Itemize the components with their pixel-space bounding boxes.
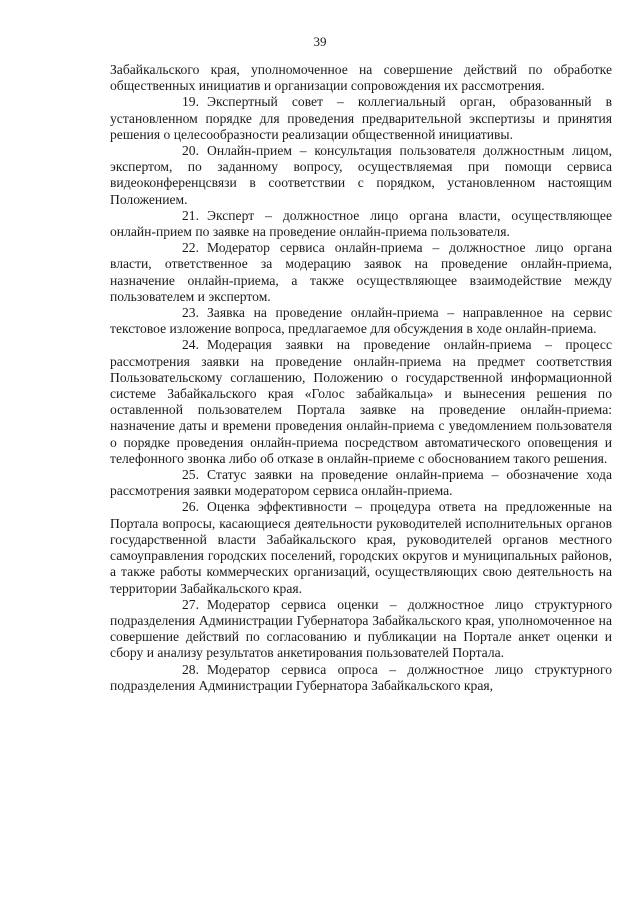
paragraph-number: 25. xyxy=(182,467,199,483)
page-number: 39 xyxy=(313,34,327,49)
paragraph-23 xyxy=(110,305,612,337)
paragraph-text: Экспертный совет – коллегиальный орган, образованный в установленном порядке для проведения предварительной экспертизы и принятия решения о целесообразности реализации общественной инициативы. xyxy=(110,94,612,142)
paragraph-text: Забайкальского края, уполномоченное на совершение действий по обработке общественных инициатив и организации сопровождения их рассмотрения. xyxy=(110,62,612,94)
paragraph-24 xyxy=(110,337,612,467)
paragraph-text: Модератор сервиса опроса – должностное лицо структурного подразделения Администрации Губернатора Забайкальского края, xyxy=(110,661,612,693)
paragraph-text: Заявка на проведение онлайн-приема – направленное на сервис текстовое изложение вопроса, предлагаемое для обсуждения в ходе онлайн-приема. xyxy=(110,305,612,337)
paragraph-28 xyxy=(110,662,612,694)
paragraph-number: 19. xyxy=(182,94,199,110)
paragraph-25 xyxy=(110,467,612,499)
paragraph-number: 23. xyxy=(182,305,199,321)
document-body xyxy=(110,62,612,694)
paragraph-27 xyxy=(110,597,612,662)
paragraph-text: Оценка эффективности – процедура ответа на предложенные на Портала вопросы, касающиеся деятельности руководителей исполнительных органов государственной власти Забайкальского края, руководителей органов местного самоуправления городских поселений, городских округов и муниципальных районов, а также работы коммерческих организаций, осуществляющих свою деятельность на территории Забайкальского края. xyxy=(110,499,612,596)
paragraph-number: 21. xyxy=(182,207,199,223)
paragraph-number: 22. xyxy=(182,240,199,256)
paragraph-22 xyxy=(110,240,612,305)
paragraph-number: 24. xyxy=(182,337,199,353)
paragraph-text: Модератор сервиса онлайн-приема – должностное лицо органа власти, ответственное за модерацию заявок на проведение онлайн-приема, назначение онлайн-приема, а также осуществляющее взаимодействие между пользователем и экспертом. xyxy=(110,240,612,304)
paragraph-text: Модератор сервиса оценки – должностное лицо структурного подразделения Администрации Губернатора Забайкальского края, уполномоченное на совершение действий по согласованию и публикации на Портале анкет оценки и сбору и анализу результатов анкетирования пользователей Портала. xyxy=(110,596,612,661)
paragraph-continuation xyxy=(110,62,612,94)
paragraph-number: 20. xyxy=(182,143,199,159)
paragraph-text: Эксперт – должностное лицо органа власти, осуществляющее онлайн-прием по заявке на проведение онлайн-приема пользователя. xyxy=(110,207,612,240)
paragraph-text: Модерация заявки на проведение онлайн-приема – процесс рассмотрения заявки на проведение онлайн-приема на предмет соответствия Пользовательскому соглашению, Положению о государственной информационной системе Забайкальского края «Голос забайкальца» и вынесения решения по оставленной пользователем Портала заявке на проведение онлайн-приема: назначение даты и времени проведения онлайн-приема с уведомлением пользователя о порядке проведения онлайн-приема посредством автоматического оповещения и телефонного звонка либо об отказе в онлайн-приеме с обоснованием такого решения. xyxy=(110,337,612,466)
paragraph-20 xyxy=(110,143,612,208)
paragraph-19 xyxy=(110,94,612,143)
paragraph-text: Статус заявки на проведение онлайн-приема – обозначение хода рассмотрения заявки модератором сервиса онлайн-приема. xyxy=(110,467,612,499)
paragraph-21 xyxy=(110,208,612,240)
paragraph-26 xyxy=(110,499,612,596)
paragraph-number: 27. xyxy=(182,596,199,612)
paragraph-text: Онлайн-прием – консультация пользователя должностным лицом, экспертом, по заданному вопросу, осуществляемая при помощи сервиса видеоконференцсвязи в соответствии с порядком, установленном настоящим Положением. xyxy=(110,143,612,207)
paragraph-number: 28. xyxy=(182,661,199,677)
paragraph-number: 26. xyxy=(182,499,199,515)
